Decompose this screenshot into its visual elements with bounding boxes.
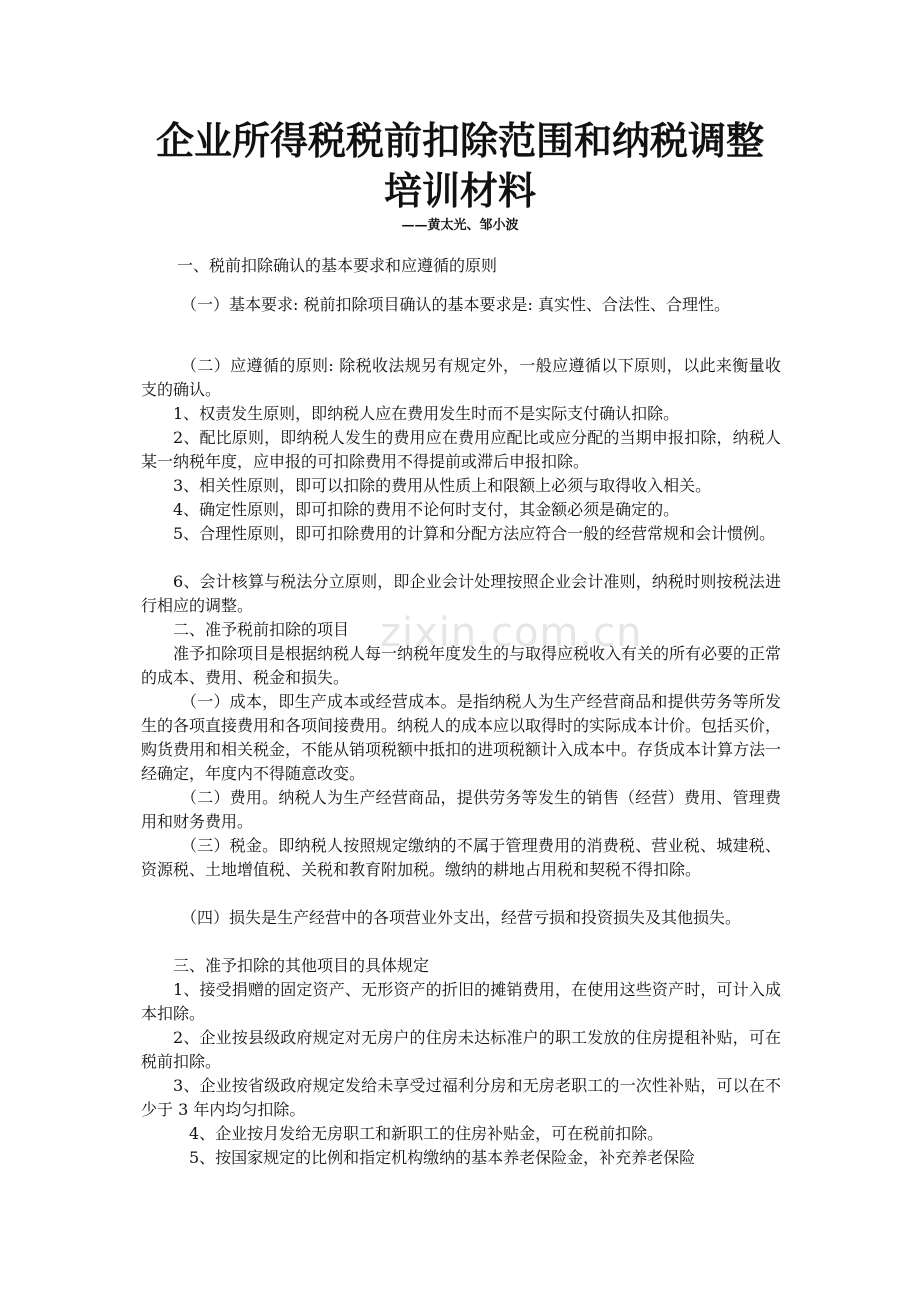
paragraph: 5、合理性原则，即可扣除费用的计算和分配方法应符合一般的经营常规和会计惯例。	[173, 524, 776, 543]
section-heading-3: 三、准予扣除的其他项目的具体规定	[173, 956, 430, 975]
paragraph: 1、接受捐赠的固定资产、无形资产的折旧的摊销费用，在使用这些资产时，可计入成本扣除。	[141, 980, 781, 1023]
paragraph: （三）税金。即纳税人按照规定缴纳的不属于管理费用的消费税、营业税、城建税、资源税、土地增值税、关税和教育附加税。缴纳的耕地占用税和契税不得扣除。	[141, 836, 781, 879]
author-line: ——黄太光、邹小波	[401, 218, 519, 233]
paragraph: （四）损失是生产经营中的各项营业外支出，经营亏损和投资损失及其他损失。	[181, 908, 742, 927]
paragraph: 2、配比原则，即纳税人发生的费用应在费用应配比或应分配的当期申报扣除，纳税人某一纳税年度，应申报的可扣除费用不得提前或滞后申报扣除。	[141, 428, 781, 471]
paragraph: 3、相关性原则，即可以扣除的费用从性质上和限额上必须与取得收入相关。	[173, 476, 712, 495]
paragraph: 2、企业按县级政府规定对无房户的住房未达标准户的职工发放的住房提租补贴，可在税前扣除。	[141, 1028, 781, 1071]
paragraph: 准予扣除项目是根据纳税人每一纳税年度发生的与取得应税收入有关的所有必要的正常的成本、费用、税金和损失。	[141, 644, 782, 687]
paragraph: 5、按国家规定的比例和指定机构缴纳的基本养老保险金，补充养老保险	[189, 1148, 696, 1167]
page-title: 企业所得税税前扣除范围和纳税调整培训材料	[155, 118, 764, 213]
paragraph: 6、会计核算与税法分立原则，即企业会计处理按照企业会计准则，纳税时则按税法进行相应的调整。	[141, 572, 781, 615]
paragraph: 3、企业按省级政府规定发给未享受过福利分房和无房老职工的一次性补贴，可以在不少于 3 年内均匀扣除。	[141, 1076, 781, 1119]
section-heading-1: 一、税前扣除确认的基本要求和应遵循的原则	[177, 256, 498, 275]
paragraph: 4、确定性原则，即可扣除的费用不论何时支付，其金额必须是确定的。	[173, 500, 680, 519]
paragraph: （二）应遵循的原则: 除税收法规另有规定外，一般应遵循以下原则，以此来衡量收支的确认。	[141, 356, 781, 399]
paragraph: 4、企业按月发给无房职工和新职工的住房补贴金，可在税前扣除。	[189, 1124, 664, 1143]
section-heading-2: 二、准予税前扣除的项目	[173, 620, 350, 639]
paragraph: 1、权责发生原则，即纳税人应在费用发生时而不是实际支付确认扣除。	[173, 404, 680, 423]
watermark: zixin.com.cn	[380, 610, 643, 656]
paragraph: （一）基本要求: 税前扣除项目确认的基本要求是: 真实性、合法性、合理性。	[181, 295, 730, 314]
paragraph: （二）费用。纳税人为生产经营商品，提供劳务等发生的销售（经营）费用、管理费用和财务费用。	[141, 788, 781, 831]
paragraph: （一）成本，即生产成本或经营成本。是指纳税人为生产经营商品和提供劳务等所发生的各项直接费用和各项间接费用。纳税人的成本应以取得时的实际成本计价。包括买价，购货费用和相关税金，不能从销项税额中抵扣的进项税额计入成本中。存货成本计算方法一经确定，年度内不得随意改变。	[141, 692, 782, 783]
